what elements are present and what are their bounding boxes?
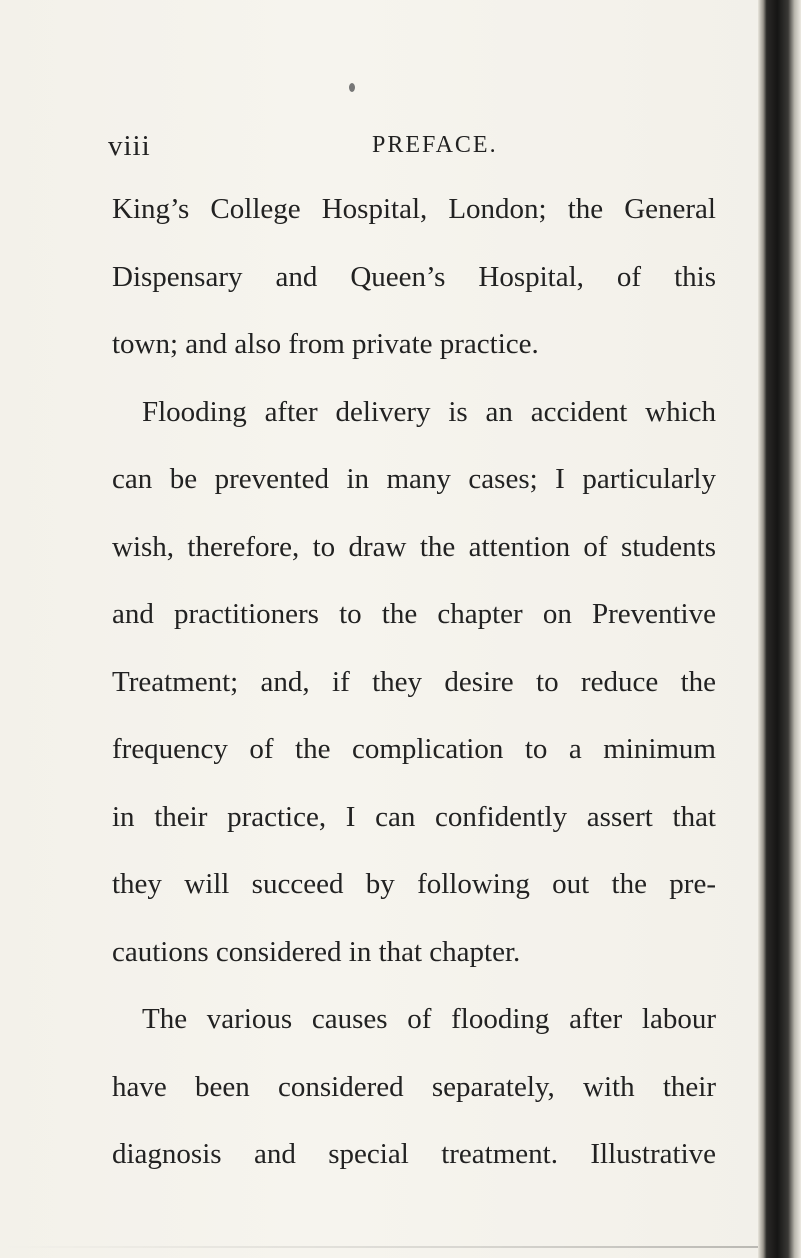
page-bottom-shadow	[0, 1246, 801, 1248]
text-line: diagnosis and special treatment. Illustrative	[112, 1138, 716, 1170]
text-line: they will succeed by following out the pre-	[112, 868, 716, 900]
body-text	[112, 176, 716, 1189]
text-line: have been considered separately, with their	[112, 1070, 716, 1103]
text-line: Dispensary and Queen’s Hospital, of this	[112, 260, 716, 293]
running-head: PREFACE.	[372, 132, 498, 158]
text-line: The various causes of flooding after labour	[142, 1003, 716, 1035]
book-binding-edge	[758, 0, 801, 1258]
text-line: wish, therefore, to draw the attention of students	[112, 530, 716, 563]
text-line: can be prevented in many cases; I particularly	[112, 463, 716, 495]
text-line: Treatment; and, if they desire to reduce the	[112, 665, 716, 698]
text-line: King’s College Hospital, London; the General	[112, 193, 716, 225]
text-line: town; and also from private practice.	[112, 328, 539, 360]
text-line: in their practice, I can confidently assert that	[112, 800, 716, 833]
text-line: cautions considered in that chapter.	[112, 935, 521, 968]
text-line: Flooding after delivery is an accident which	[142, 395, 716, 428]
text-line: frequency of the complication to a minimum	[112, 733, 716, 765]
ink-fleck	[349, 83, 355, 92]
page-number: viii	[108, 130, 151, 162]
page-header	[108, 130, 728, 170]
text-line: and practitioners to the chapter on Preventive	[112, 598, 716, 630]
